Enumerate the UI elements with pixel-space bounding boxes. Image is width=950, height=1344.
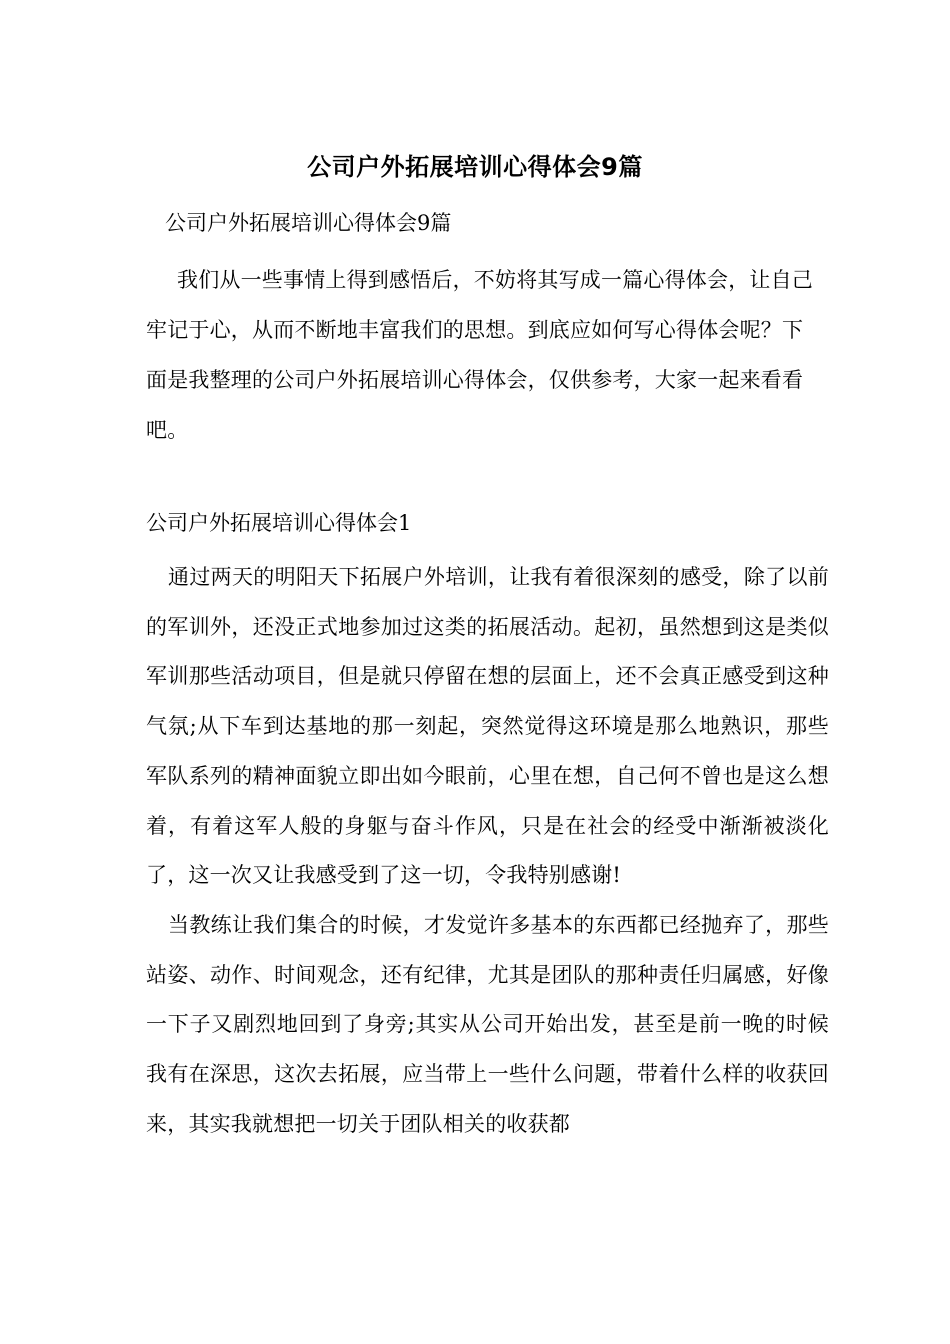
intro-paragraph: 我们从一些事情上得到感悟后，不妨将其写成一篇心得体会，让自己牢记于心，从而不断地丰富我们的思想。到底应如何写心得体会呢？下面是我整理的公司户外拓展培训心得体会，仅供参考，大家一起来看看吧。 [146, 268, 813, 442]
document-title: 公司户外拓展培训心得体会9篇 [307, 153, 643, 181]
document-subtitle: 公司户外拓展培训心得体会9篇 [165, 211, 452, 235]
body-paragraph: 当教练让我们集合的时候，才发觉许多基本的东西都已经抛弃了，那些站姿、动作、时间观念，还有纪律，尤其是团队的那种责任归属感，好像一下子又剧烈地回到了身旁;其实从公司开始出发，甚至是前一晚的时候我有在深思，这次去拓展，应当带上一些什么问题，带着什么样的收获回来，其实我就想把一切关于团队相关的收获都 [146, 912, 829, 1136]
body-paragraph: 通过两天的明阳天下拓展户外培训，让我有着很深刻的感受，除了以前的军训外，还没正式地参加过这类的拓展活动。起初，虽然想到这是类似军训那些活动项目，但是就只停留在想的层面上，还不会真正感受到这种气氛;从下车到达基地的那一刻起，突然觉得这环境是那么地熟识，那些军队系列的精神面貌立即出如今眼前，心里在想，自己何不曾也是这么想着，有着这军人般的身躯与奋斗作风，只是在社会的经受中渐渐被淡化了，这一次又让我感受到了这一切，令我特别感谢! [146, 565, 829, 888]
section-body [146, 553, 829, 1149]
section-heading: 公司户外拓展培训心得体会1 [146, 511, 412, 535]
